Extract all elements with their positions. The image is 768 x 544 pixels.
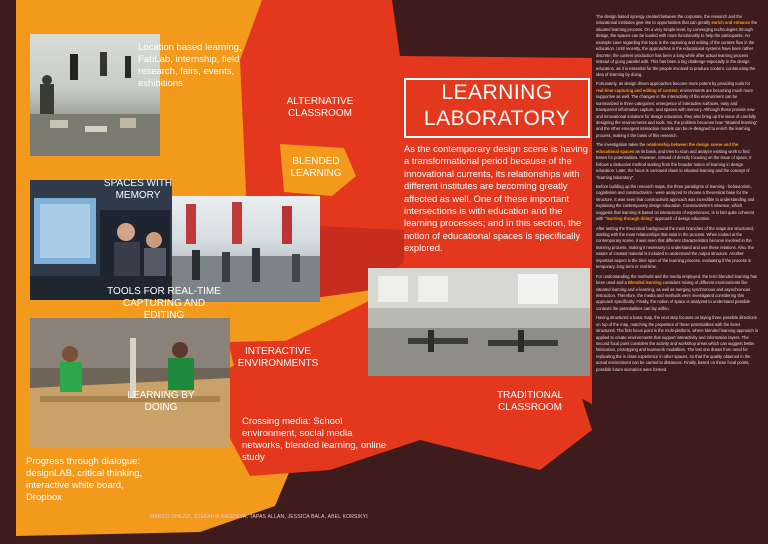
photo-workshop [30, 318, 230, 448]
label-learning-by-doing: LEARNING BY DOING [127, 390, 195, 413]
caption-crossing-media: Crossing media: School environment, social media networks, blended learning, online study [242, 416, 387, 463]
paragraph-7: Having structured a basic map, the next step focuses on laying three possible directions on top of the map, matching the properties of these potentialities with the items structured. The first focus point is the multi-platform, where blended learning approach is applied to create environments that support interactivity and information layers. The second focal point considers the activity and workshop areas which can suggest better fabrication, prototyping and teamwork modalities. The last one draws from need for replicating the in class experience in other spaces, so that the quality obtained in the actual environment can be carried to distances. Finally, based on these focal points, possible future scenarios were formed. [596, 315, 758, 372]
page-title: LEARNING LABORATORY [404, 78, 590, 138]
label-spaces-with-memory: SPACES WITH MEMORY [103, 178, 173, 201]
paragraph-3: The investigation takes the relationship between the design scene and the educational spaces as its basis, and tries to scan and analyze existing work to find bases for potentialities. However, instead of directly focusing on the issue of space, it follows a deductive method starting from the broader notion of learning in design education. Later, the focus is narrowed down to situated learning and the concept of "learning laboratory". [596, 142, 752, 180]
label-blended-learning: BLENDED LEARNING [290, 156, 342, 179]
caption-progress-dialogue: Progress through dialogue: designLAB, critical thinking, interactive white board, Dropbox [26, 456, 143, 503]
label-interactive-environments: INTERACTIVE ENVIRONMENTS [237, 346, 319, 369]
right-column-text [596, 14, 758, 376]
paragraph-1: The design based synergy created between the corporate, the research and the educational institutes give rise to opportunities that can greatly enrich and enhance the situated learning process. On a very simple level, by converging technologies through design, the spaces can be loaded with more functionality to help the participants. An example case regarding this topic is the capturing and editing of the content flow in the education. Until recently, the approaches in the educational systems have been rather discrete; the content production has been a long while after actual learning process instead of going parallel with. This has been a big challenge especially in the design education, as it is essential for the people involved to produce content, constructing the idea of learning by doing. [596, 14, 758, 77]
photo-traditional-classroom [368, 268, 590, 376]
caption-location-based: Location based learning, FabLab, internship, field research, fairs, events, exhibitions [138, 42, 242, 89]
label-tools-realtime: TOOLS FOR REAL-TIME CAPTURING AND EDITING [107, 286, 221, 321]
label-alternative-classroom: ALTERNATIVE CLASSROOM [286, 96, 354, 119]
paragraph-6: For understanding the methods and the media employed, the term blended learning has been used and a Blended learning considers mixing of different environments like situated learning and e-learning, as well as merging synchronous and asynchronous instruction. Therefore, the media and methods were investigated considering this approach specifically. Finally, the notion of space is analyzed to understand possible contexts the potentialities can lay within. [596, 273, 758, 311]
paragraph-5: After setting the theoretical background the main branches of the maps are structured, starting with the most relationships that exist in the process. When looked at the contemporary scene, it was seen that different characteristics become involved in the learning process, making it necessary to understand and use these relations. Also, the nature of created material is included to understand the output structure. Another important aspect is the time span of the learning process, evaluating if the process is temporary, long term or real-time. [596, 225, 754, 270]
paragraph-2: Fortunately, as design driven approaches become more potent by providing tools for real-time capturing and editing of content, environments are becoming much more supportive as well. The changes in the interactivity of the environment can be summarized in three categories: emergence of interactive surfaces, easy and transparent information capture, and spaces with memory. Although these provide new and innovational solutions for design education, they also bring up the issue of carefully designing the environments and tools. So, the problem becomes how "situated learning" and the other emergent interaction models can be re-designed to enrich the learning process, making it the basis of this research. [596, 81, 758, 138]
credits-line: MARCO GHEZZI, STEFANIA NAGDEVA, TAPAS ALLAN, JESSICA BALA, ABEL KORSIKYI [150, 514, 368, 520]
label-traditional-classroom: TRADITIONAL CLASSROOM [496, 390, 564, 413]
paragraph-4: Before building up the research maps, the three paradigms of learning - behaviorism, cognitivism and constructivism - were analyzed to choose a theoretical base for the structure. It was seen that constructivist approach was incredible to understanding and explaining the contemporary design education. Constructivism's essence, which suggests that learning is based on interactions of experiences, is in fact quite coherent with "learning through doing" approach of design education. [596, 183, 755, 222]
intro-paragraph: As the contemporary design scene is having a transformational period because of the innovational currents, its relationships with different institutes are becoming greatly affected as well. One of these important intersections is with education and the learning processes; and in this section, the notion of educational spaces is specifically explored. [404, 143, 588, 254]
